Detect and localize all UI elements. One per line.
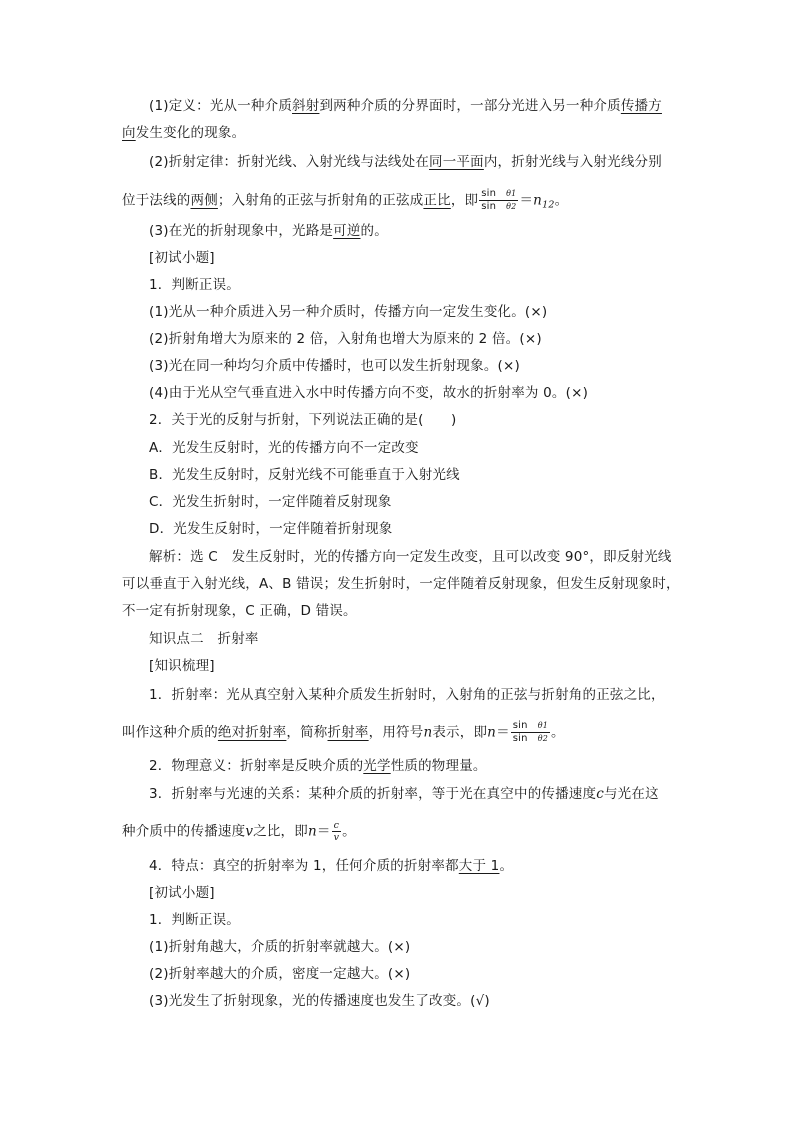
text: 种介质中的传播速度 — [122, 823, 246, 840]
theta1-symbol: θ1 — [537, 721, 549, 730]
subscript: 12 — [542, 199, 555, 211]
question-2: 2．关于光的反射与折射，下列说法正确的是( ) — [149, 412, 457, 428]
refraction-law-line-2 — [122, 188, 568, 215]
denominator-sin: sin — [512, 733, 528, 744]
definition-line-2 — [122, 124, 245, 142]
text: 之比，即 — [253, 823, 308, 840]
underlined-term: 传播方 — [620, 98, 662, 114]
statement-2: (2)折射角增大为原来的 2 倍，入射角也增大为原来的 2 倍。(×) — [149, 331, 542, 347]
numerator-sin: sin — [512, 720, 528, 731]
question-1: 1．判断正误。 — [149, 277, 240, 293]
text: (2)折射定律：折射光线、入射光线与法线处在 — [149, 154, 430, 170]
underlined-term: 光学 — [363, 758, 391, 774]
refraction-law-line-1 — [149, 153, 662, 171]
statement-1: (1)光从一种介质进入另一种介质时，传播方向一定发生变化。(×) — [149, 304, 548, 320]
underlined-term: 两侧 — [190, 192, 218, 209]
text: 3．折射率与光速的关系：某种介质的折射率，等于光在真空中的传播速度 — [149, 786, 597, 802]
sine-ratio-fraction — [479, 188, 518, 213]
reversibility-line — [149, 222, 388, 240]
v-symbol: v — [245, 823, 254, 840]
analysis-line-1: 解析：选 C 发生反射时，光的传播方向一定发生改变，且可以改变 90°，即反射光线 — [149, 549, 672, 565]
text: 到两种介质的分界面时，一部分光进入另一种介质 — [319, 98, 621, 114]
feature-line — [149, 857, 513, 875]
option-d: D．光发生反射时，一定伴随着折射现象 — [149, 521, 393, 537]
definition-line-1 — [149, 97, 662, 115]
n-symbol: n — [533, 192, 543, 209]
statement-2: (2)折射率越大的介质，密度一定越大。(×) — [149, 966, 411, 982]
text: 内，折射光线与入射光线分别 — [483, 154, 662, 170]
index-definition-line-2 — [122, 720, 565, 745]
equals-sign: ＝ — [316, 823, 331, 840]
text: 的。 — [360, 223, 388, 239]
text: 。 — [342, 823, 356, 840]
text: (3)在光的折射现象中，光路是 — [149, 223, 334, 239]
text: ，用符号 — [368, 724, 424, 741]
numerator-sin: sin — [481, 188, 497, 199]
analysis-line-2: 可以垂直于入射光线，A、B 错误；发生折射时，一定伴随着反射现象，但发生反射现象时， — [122, 576, 680, 592]
quiz-header: [初试小题] — [149, 250, 215, 266]
denominator-v: v — [333, 832, 340, 843]
text: ，简称 — [286, 724, 328, 741]
numerator-c: c — [332, 820, 342, 832]
underlined-term: 折射率 — [327, 724, 369, 741]
text: 4．特点：真空的折射率为 1，任何介质的折射率都 — [149, 858, 459, 874]
text: 2．物理意义：折射率是反映介质的 — [149, 758, 364, 774]
text: ；入射角的正弦与折射角的正弦成 — [217, 192, 424, 209]
section-title: 知识点二 折射率 — [149, 631, 259, 647]
underlined-term: 绝对折射率 — [217, 724, 287, 741]
text: 表示，即 — [432, 724, 488, 741]
text: (1)定义：光从一种介质 — [149, 98, 293, 114]
statement-3: (3)光在同一种均匀介质中传播时，也可以发生折射现象。(×) — [149, 358, 520, 374]
question-1: 1．判断正误。 — [149, 912, 240, 928]
speed-relation-line-1 — [149, 785, 659, 803]
c-symbol: c — [596, 786, 604, 802]
theta2-symbol: θ2 — [537, 734, 549, 743]
physical-meaning-line — [149, 757, 487, 775]
theta2-symbol: θ2 — [506, 202, 517, 211]
text: 位于法线的 — [122, 192, 191, 209]
sine-ratio-fraction — [511, 720, 550, 745]
equals-sign: ＝ — [519, 192, 534, 209]
underlined-term: 向 — [122, 125, 136, 141]
denominator-sin: sin — [481, 201, 497, 212]
index-definition-line-1: 1．折射率：光从真空射入某种介质发生折射时，入射角的正弦与折射角的正弦之比， — [149, 687, 665, 703]
option-a: A．光发生反射时，光的传播方向不一定改变 — [149, 440, 419, 456]
text: 。 — [551, 724, 565, 741]
n-symbol: n — [307, 823, 317, 840]
text: 叫作这种介质的 — [122, 724, 218, 741]
text: 发生变化的现象。 — [135, 125, 246, 141]
theta1-symbol: θ1 — [506, 189, 517, 198]
underlined-term: 同一平面 — [429, 154, 484, 170]
text: ，即 — [450, 192, 479, 209]
underlined-term: 大于 1 — [458, 858, 500, 874]
statement-4: (4)由于光从空气垂直进入水中时传播方向不变，故水的折射率为 0。(×) — [149, 385, 589, 401]
quiz-header: [初试小题] — [149, 885, 215, 901]
underlined-term: 可逆 — [333, 223, 361, 239]
statement-3: (3)光发生了折射现象，光的传播速度也发生了改变。(√) — [149, 993, 490, 1009]
underlined-term: 斜射 — [292, 98, 320, 114]
n-symbol: n — [487, 724, 497, 741]
option-b: B．光发生反射时，反射光线不可能垂直于入射光线 — [149, 467, 460, 483]
equals-sign: ＝ — [496, 724, 510, 741]
speed-relation-line-2 — [122, 820, 356, 843]
text: 。 — [554, 192, 569, 209]
text: 。 — [499, 858, 514, 874]
n-symbol: n — [423, 724, 433, 741]
text: 与光在这 — [603, 786, 659, 802]
text: 性质的物理量。 — [390, 758, 487, 774]
analysis-line-3: 不一定有折射现象，C 正确，D 错误。 — [122, 603, 357, 619]
statement-1: (1)折射角越大，介质的折射率就越大。(×) — [149, 939, 411, 955]
underlined-term: 正比 — [423, 192, 451, 209]
knowledge-header: [知识梳理] — [149, 658, 215, 674]
option-c: C．光发生折射时，一定伴随着反射现象 — [149, 494, 392, 510]
speed-ratio-fraction — [332, 820, 342, 843]
